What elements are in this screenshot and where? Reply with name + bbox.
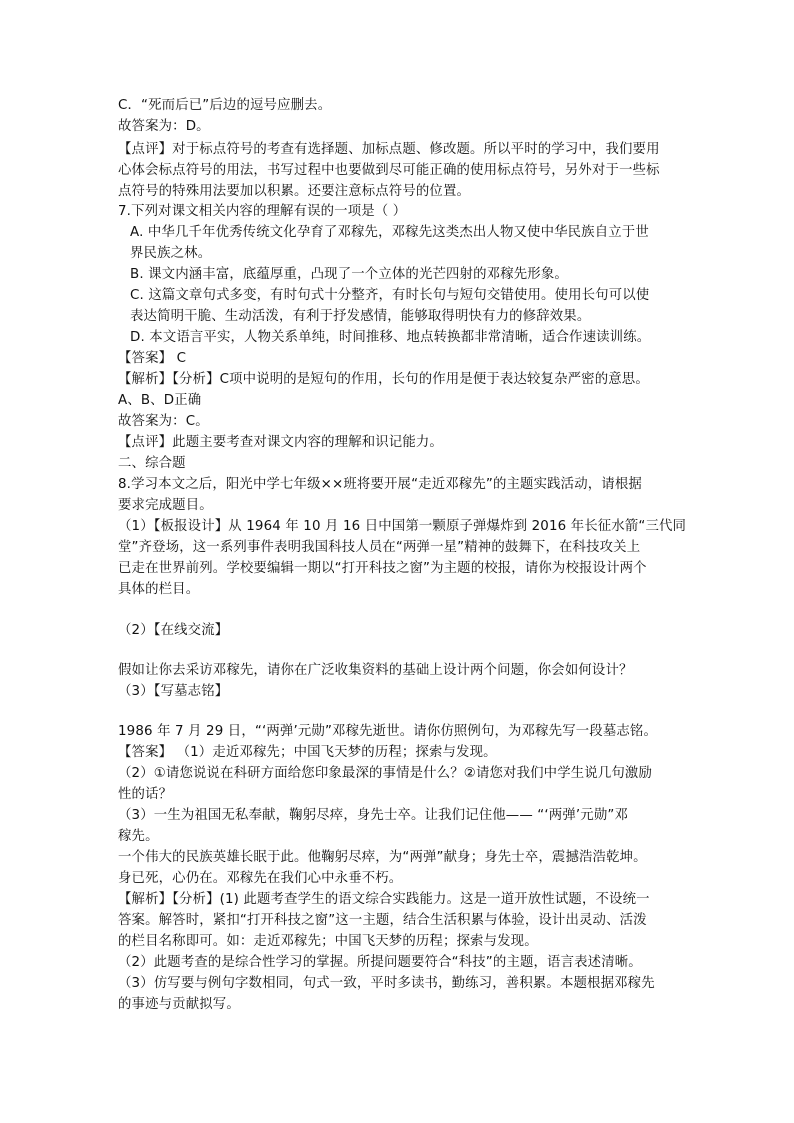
question-7-line: 7.下列对课文相关内容的理解有误的一项是（ ） <box>118 204 407 219</box>
answer-line: （3）一生为祖国无私奉献，鞠躬尽瘁，身先士卒。让我们记住他—— “‘两弹’元勋”邓 <box>118 808 628 823</box>
answer-line: 性的话？ <box>118 787 173 802</box>
comment-line: 【点评】对于标点符号的考查有选择题、加标点题、修改题。所以平时的学习中，我们要用 <box>118 142 660 157</box>
answer-line: 稼先。 <box>118 829 159 844</box>
analysis-line: （2）此题考查的是综合性学习的掌握。所提问题要符合“科技”的主题，语言表述清晰。 <box>118 955 642 970</box>
option-a-line: 界民族之林。 <box>130 246 212 261</box>
subquestion-3-line: 1986 年 7 月 29 日，“‘两弹’元勋”邓稼先逝世。请你仿照例句，为邓稼先写一段墓志铭。 <box>118 724 658 739</box>
option-a-line: A. 中华几千年优秀传统文化孕育了邓稼先，邓稼先这类杰出人物又使中华民族自立于世 <box>130 225 649 240</box>
comment-line: 心体会标点符号的用法，书写过程中也要做到尽可能正确的使用标点符号，另外对于一些标 <box>118 163 660 178</box>
subquestion-1-line: 已走在世界前列。学校要编辑一期以“打开科技之窗”为主题的校报，请你为校报设计两个 <box>118 561 647 576</box>
analysis-line: （3）仿写要与例句字数相同，句式一致，平时多读书，勤练习，善积累。本题根据邓稼先 <box>118 976 655 991</box>
option-b-line: B. 课文内涵丰富，底蕴厚重，凸现了一个立体的光芒四射的邓稼先形象。 <box>130 267 568 282</box>
comment-line: 【点评】此题主要考查对课文内容的理解和识记能力。 <box>118 435 443 450</box>
subquestion-3-heading: （3）【写墓志铭】 <box>118 684 229 699</box>
analysis-line: 【解析】【分析】(1) 此题考查学生的语文综合实践能力。这是一道开放性试题，不设统一 <box>118 892 650 907</box>
subquestion-2-heading: （2）【在线交流】 <box>118 623 229 638</box>
analysis-line: 的事迹与贡献拟写。 <box>118 997 240 1012</box>
option-d-line: D. 本文语言平实，人物关系单纯，时间推移、地点转换都非常清晰，适合作速读训练。 <box>130 330 651 345</box>
option-c-line: C．“死而后已”后边的逗号应删去。 <box>118 98 332 113</box>
answer-line: 一个伟大的民族英雄长眠于此。他鞠躬尽瘁，为“两弹”献身；身先士卒，震撼浩浩乾坤。 <box>118 850 647 865</box>
question-8-line: 8.学习本文之后，阳光中学七年级××班将要开展“走近邓稼先”的主题实践活动，请根据 <box>118 477 642 492</box>
answer-line: 【答案】 C <box>118 351 187 366</box>
section-heading: 二、综合题 <box>118 456 186 471</box>
answer-line: 【答案】 （1）走近邓稼先；中国飞天梦的历程；探索与发现。 <box>118 745 497 760</box>
subquestion-1-line: 具体的栏目。 <box>118 582 200 597</box>
answer-line: （2）①请您说说在科研方面给您印象最深的事情是什么？②请您对我们中学生说几句激励 <box>118 766 652 781</box>
answer-line: 故答案为：C。 <box>118 414 209 429</box>
subquestion-1-line: 堂”齐登场，这一系列事件表明我国科技人员在“两弹一星”精神的鼓舞下，在科技攻关上 <box>118 540 641 555</box>
analysis-line: 的栏目名称即可。如：走近邓稼先；中国飞天梦的历程；探索与发现。 <box>118 934 538 949</box>
analysis-line: 答案。解答时，紧扣“打开科技之窗”这一主题，结合生活积累与体验，设计出灵动、活泼 <box>118 913 647 928</box>
question-8-line: 要求完成题目。 <box>118 498 213 513</box>
analysis-line: 【解析】【分析】C项中说明的是短句的作用，长句的作用是便于表达较复杂严密的意思。 <box>118 372 649 387</box>
option-c-line: 表达简明干脆、生动活泼，有利于抒发感情，能够取得明快有力的修辞效果。 <box>130 309 591 324</box>
comment-line: 点符号的特殊用法要加以积累。还要注意标点符号的位置。 <box>118 184 471 199</box>
option-c-line: C. 这篇文章句式多变，有时句式十分整齐，有时长句与短句交错使用。使用长句可以使 <box>130 288 650 303</box>
subquestion-2-line: 假如让你去采访邓稼先，请你在广泛收集资料的基础上设计两个问题，你会如何设计？ <box>118 663 633 678</box>
answer-line: 身已死，心仍在。邓稼先在我们心中永垂不朽。 <box>118 871 403 886</box>
answer-line: 故答案为：D。 <box>118 119 210 134</box>
subquestion-1-line: （1）【板报设计】从 1964 年 10 月 16 日中国第一颗原子弹爆炸到 2016 年长征水箭“三代同 <box>118 519 687 534</box>
analysis-line: A、B、D正确 <box>118 393 202 408</box>
